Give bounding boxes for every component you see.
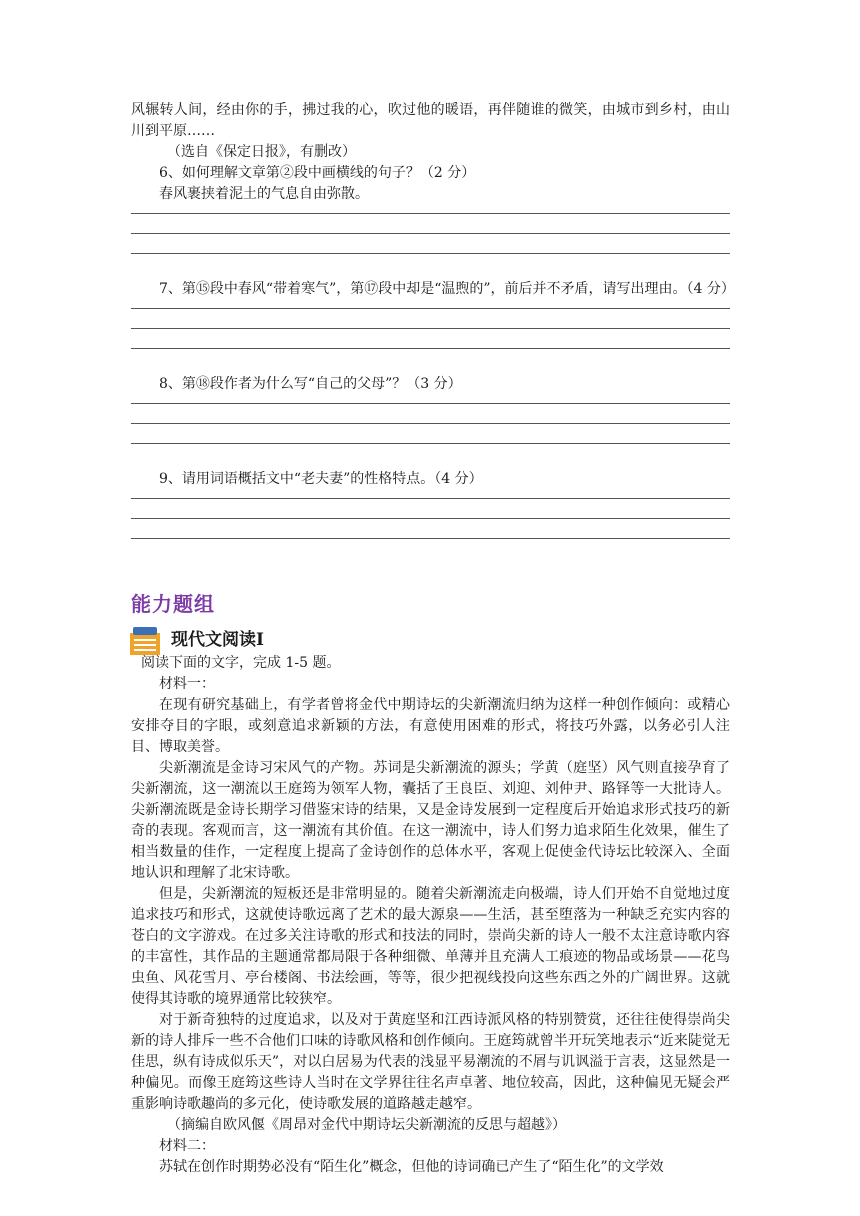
subsection-title: 现代文阅读Ⅰ (171, 630, 264, 650)
document-page (131, 100, 735, 1178)
material-paragraph: 尖新潮流是金诗习宋风气的产物。苏词是尖新潮流的源头；学黄（庭坚）风气则直接孕育了尖新潮流，这一潮流以王庭筠为领军人物，囊括了王良臣、刘迎、刘仲尹、路铎等一大批诗人。尖新潮流既是金诗长期学习借鉴宋诗的结果，又是金诗发展到一定程度后开始追求形式技巧的新奇的表现。客观而言，这一潮流有其价值。在这一潮流中，诗人们努力追求陌生化效果，催生了相当数量的佳作，一定程度上提高了金诗创作的总体水平，客观上促使金代诗坛比较深入、全面地认识和理解了北宋诗歌。 (131, 760, 730, 881)
question-9: 9、请用词语概括文中“老夫妻”的性格特点。（4 分） (159, 471, 483, 487)
material-paragraph: 但是，尖新潮流的短板还是非常明显的。随着尖新潮流走向极端，诗人们开始不自觉地过度追求技巧和形式，这就使诗歌远离了艺术的最大源泉——生活，甚至堕落为一种缺乏充实内容的苍白的文字游戏。在过多关注诗歌的形式和技法的同时，崇尚尖新的诗人一般不太注意诗歌内容的丰富性，其作品的主题通常都局限于各种细微、单薄并且充满人工痕迹的物品或场景——花鸟虫鱼、风花雪月、亭台楼阁、书法绘画，等等，很少把视线投向这些东西之外的广阔世界。这就使得其诗歌的境界通常比较狭窄。 (131, 886, 730, 1007)
book-icon (129, 625, 163, 655)
excerpt-source: （摘编自欧风偃《周昂对金代中期诗坛尖新潮流的反思与超越》） (167, 1117, 566, 1133)
material-paragraph: 在现有研究基础上，有学者曾将金代中期诗坛的尖新潮流归纳为这样一种创作倾向：或精心安排夺目的字眼，或刻意追求新颖的方法，有意使用困难的形式，将技巧外露，以务必引人注目、博取美誉。 (131, 697, 730, 755)
answer-line[interactable] (131, 498, 730, 518)
material-1-label: 材料一： (159, 676, 215, 692)
question-6-quote: 春风裹挟着泥土的气息自由弥散。 (159, 186, 369, 202)
subsection-header (131, 623, 730, 653)
answer-line[interactable] (131, 403, 730, 423)
section-title: 能力题组 (131, 592, 215, 616)
answer-lines-q6[interactable] (131, 213, 730, 273)
answer-line[interactable] (131, 213, 730, 233)
source-citation: （选自《保定日报》，有删改） (167, 144, 356, 160)
answer-line[interactable] (131, 233, 730, 253)
continued-paragraph: 风辗转人间，经由你的手，拂过我的心，吹过他的暖语，再伴随谁的微笑，由城市到乡村，由山川到平原…… (131, 102, 730, 139)
question-8: 8、第⑱段作者为什么写“自己的父母”？（3 分） (159, 376, 462, 392)
answer-line[interactable] (131, 518, 730, 538)
answer-line[interactable] (131, 328, 730, 348)
answer-lines-q9[interactable] (131, 498, 730, 558)
answer-lines-q7[interactable] (131, 308, 730, 368)
question-6: 6、如何理解文章第②段中画横线的句子？（2 分） (159, 165, 476, 181)
material-paragraph: 对于新奇独特的过度追求，以及对于黄庭坚和江西诗派风格的特别赞赏，还往往使得崇尚尖新的诗人排斥一些不合他们口味的诗歌风格和创作倾向。王庭筠就曾半开玩笑地表示“近来陡觉无佳思，纵有诗成似乐天”，对以白居易为代表的浅显平易潮流的不屑与讥讽溢于言表，这显然是一种偏见。而像王庭筠这些诗人当时在文学界往往名声卓著、地位较高，因此，这种偏见无疑会严重影响诗歌趣尚的多元化，使诗歌发展的道路越走越窄。 (131, 1012, 730, 1112)
answer-line[interactable] (131, 538, 730, 558)
answer-line[interactable] (131, 253, 730, 273)
answer-line[interactable] (131, 348, 730, 368)
question-7: 7、第⑮段中春风“带着寒气”，第⑰段中却是“温煦的”，前后并不矛盾，请写出理由。（4 分） (159, 281, 735, 297)
material-2-paragraph: 苏轼在创作时期势必没有“陌生化”概念，但他的诗词确已产生了“陌生化”的文学效 (159, 1159, 664, 1175)
answer-lines-q8[interactable] (131, 403, 730, 463)
instruction: 阅读下面的文字，完成 1-5 题。 (141, 655, 341, 671)
answer-line[interactable] (131, 443, 730, 463)
answer-line[interactable] (131, 423, 730, 443)
material-2-label: 材料二： (159, 1138, 215, 1154)
answer-line[interactable] (131, 308, 730, 328)
